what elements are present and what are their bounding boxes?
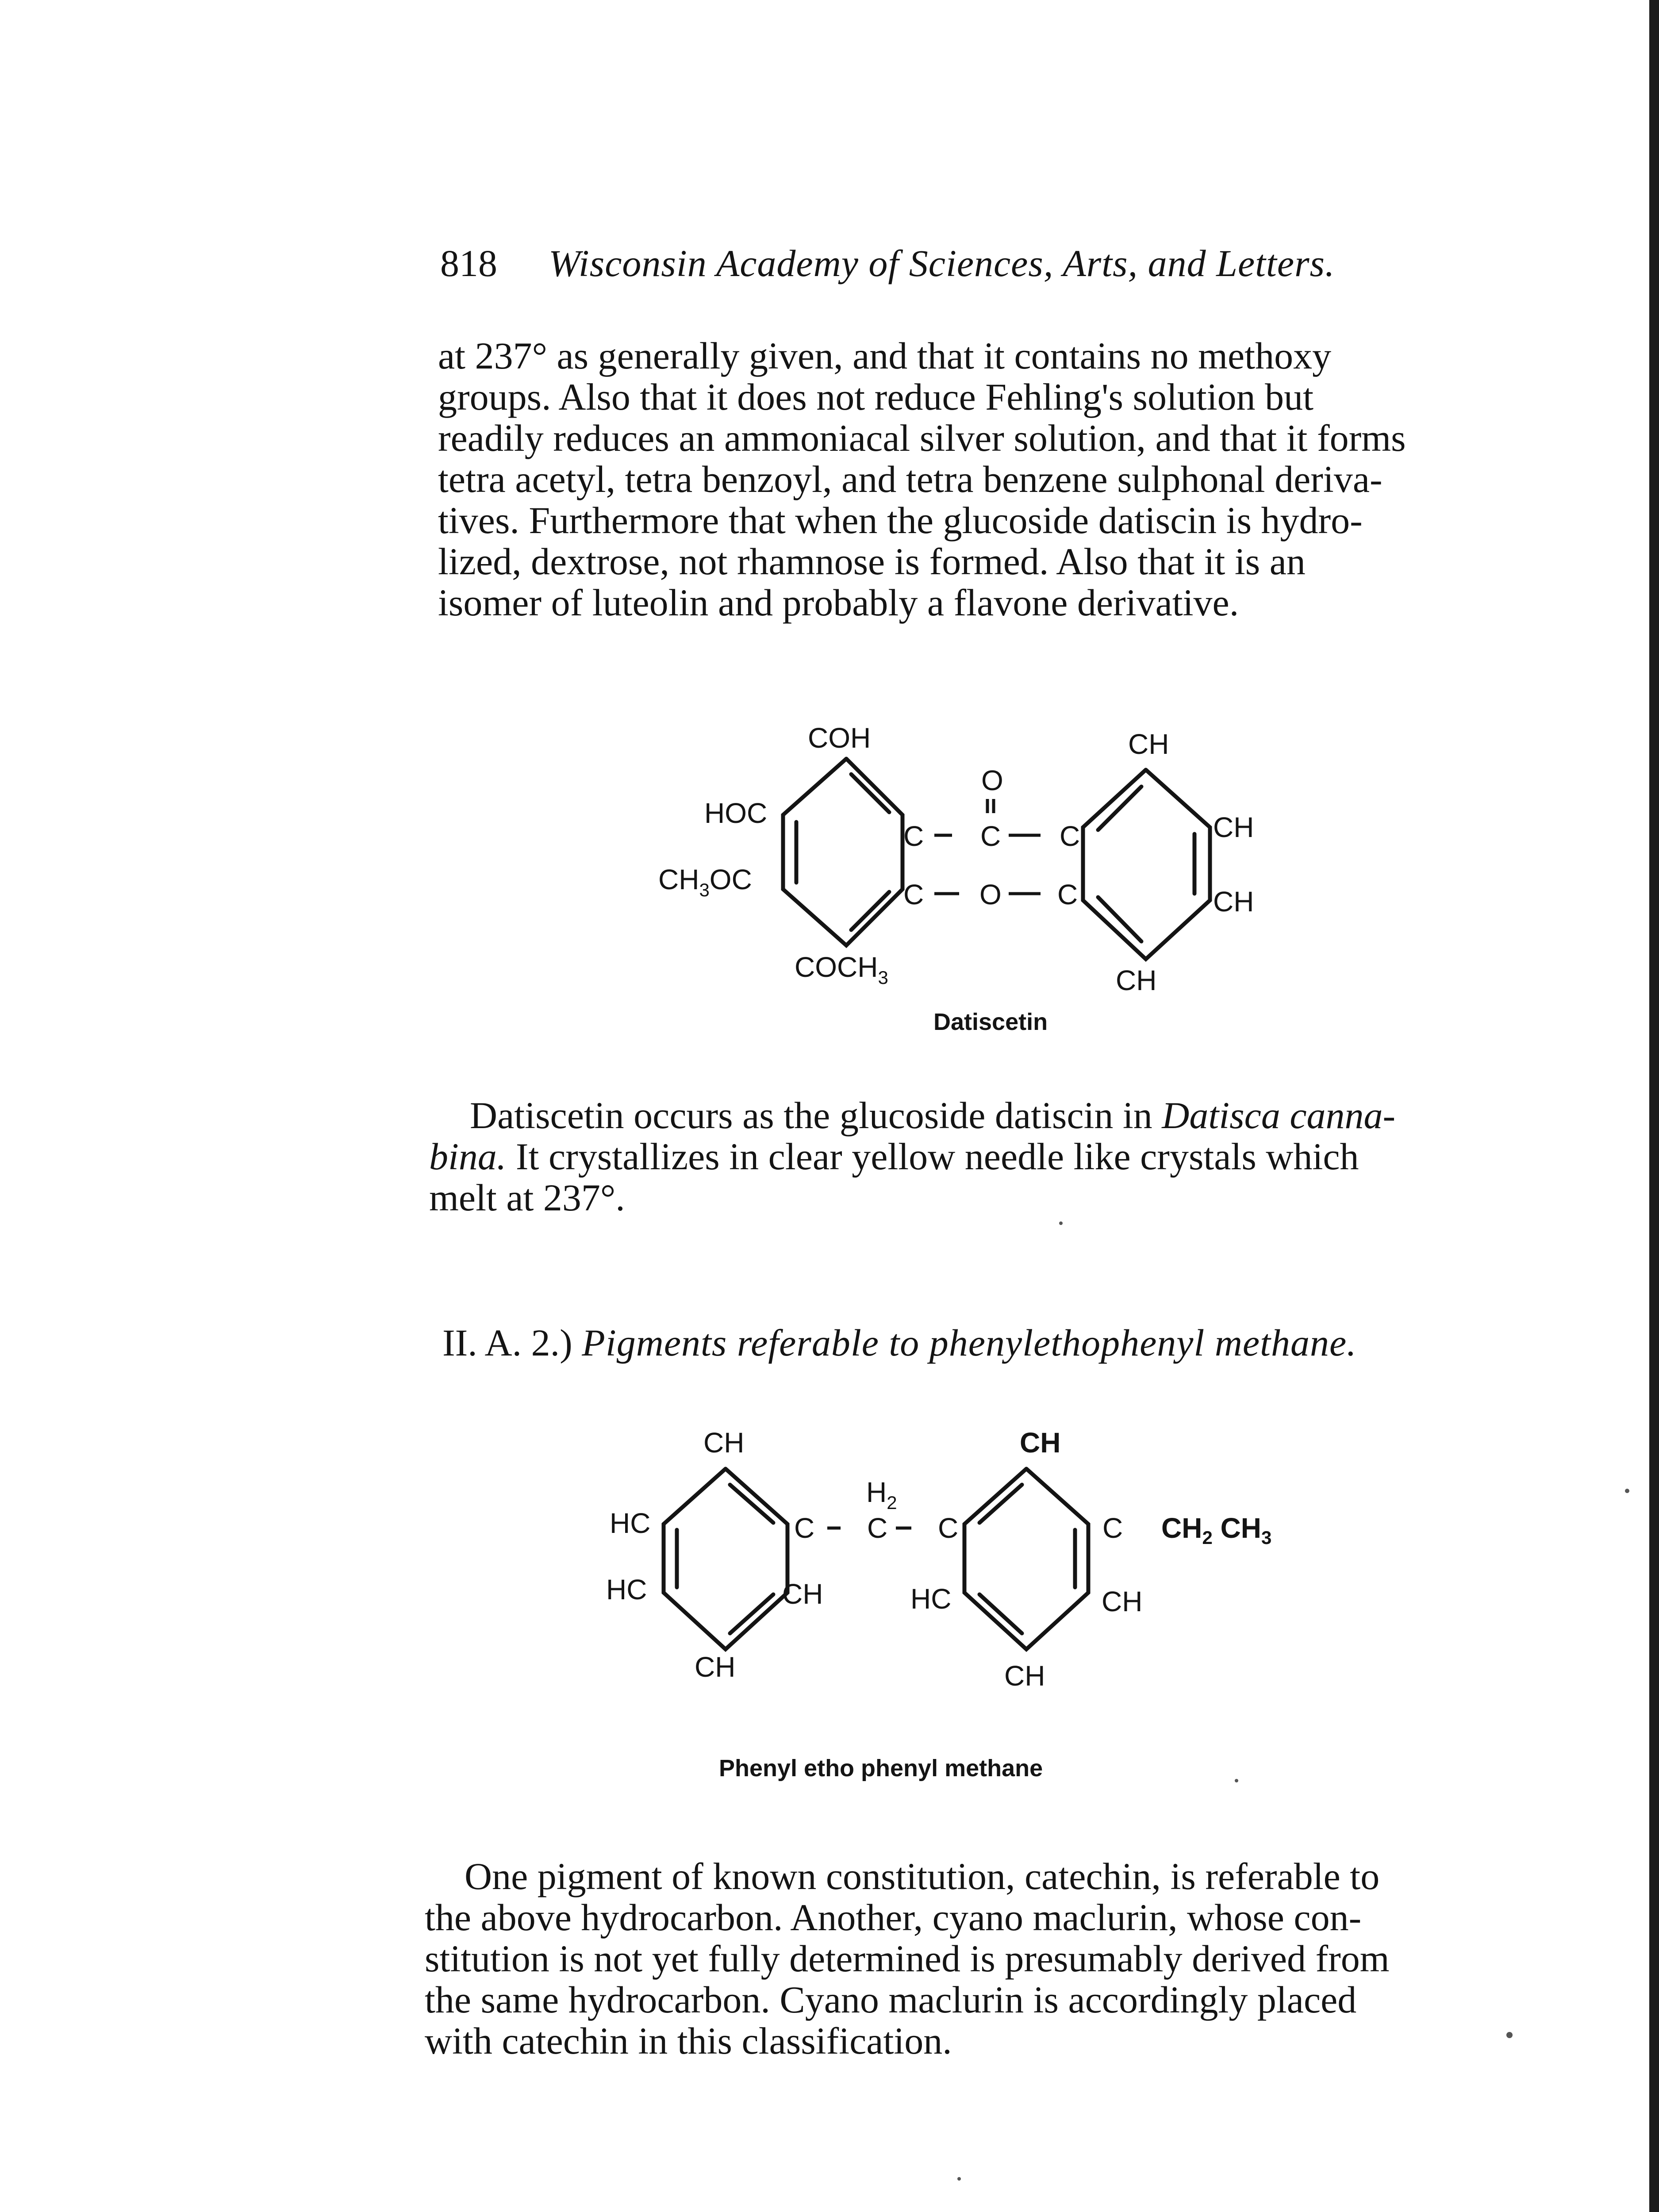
label-ch-upper-right: CH — [1213, 811, 1254, 843]
paragraph-line: lized, dextrose, not rhamnose is formed. Also that it is an — [438, 540, 1306, 583]
paragraph-line: readily reduces an ammoniacal silver solution, and that it forms — [438, 417, 1406, 459]
paragraph-line: tetra acetyl, tetra benzoyl, and tetra benzene sulphonal deriva- — [438, 458, 1382, 500]
paragraph-line: the same hydrocarbon. Cyano maclurin is accordingly placed — [425, 1978, 1357, 2021]
label-ethyl-sub2: 3 — [1261, 1527, 1272, 1548]
label-ch-lower-right: CH — [1102, 1586, 1143, 1617]
label-carbonyl-o: O — [981, 764, 1003, 796]
label-c-link-right: C — [938, 1512, 959, 1544]
label-ethyl-b: CH — [1212, 1512, 1262, 1544]
speck — [1059, 1221, 1063, 1225]
paragraph-line: melt at 237°. — [429, 1176, 625, 1219]
section-number: II. A. 2.) — [442, 1321, 572, 1364]
label-ch-bottom-right: CH — [1004, 1660, 1045, 1692]
label-c-lower-left: C — [903, 879, 924, 910]
label-c-lower-right: C — [1057, 879, 1078, 910]
paragraph-text: Datiscetin occurs as the glucoside datiscin in — [470, 1094, 1162, 1137]
label-coch3-a: COCH — [795, 951, 878, 983]
paragraph-line: groups. Also that it does not reduce Fehling's solution but — [438, 376, 1314, 418]
label-coch3-sub: 3 — [878, 967, 888, 988]
species-name: bina. — [429, 1135, 507, 1178]
page-number: 818 — [440, 242, 497, 284]
paragraph-text: It crystallizes in clear yellow needle like crystals which — [506, 1135, 1359, 1178]
label-carbonyl-c: C — [980, 820, 1001, 852]
label-ethyl-a: CH — [1161, 1512, 1202, 1544]
label-ch-top-right: CH — [1020, 1427, 1061, 1459]
label-hc-upper-left: HC — [610, 1507, 651, 1539]
label-ch3oc-sub: 3 — [699, 879, 710, 900]
phenyl-caption: Phenyl etho phenyl methane — [719, 1755, 1043, 1782]
label-h2-sub: 2 — [887, 1492, 897, 1513]
speck — [957, 2177, 961, 2181]
label-hoc: HOC — [704, 797, 768, 829]
running-title: Wisconsin Academy of Sciences, Arts, and Letters. — [549, 242, 1335, 284]
species-name: Datisca canna- — [1162, 1094, 1396, 1137]
paragraph-line: at 237° as generally given, and that it contains no methoxy — [438, 334, 1332, 377]
paragraph-line: with catechin in this classification. — [425, 2020, 952, 2062]
label-ch3oc-b: OC — [709, 864, 752, 895]
label-c-upper-right: C — [1060, 820, 1080, 852]
paragraph-line: the above hydrocarbon. Another, cyano maclurin, whose con- — [425, 1896, 1362, 1939]
speck — [1506, 2032, 1513, 2038]
datiscetin-caption: Datiscetin — [933, 1009, 1048, 1035]
paragraph-line: stitution is not yet fully determined is presumably derived from — [425, 1937, 1390, 1980]
section-title: Pigments referable to phenylethophenyl methane. — [582, 1321, 1357, 1364]
label-ch-top: CH — [1128, 728, 1169, 760]
label-ethyl-sub1: 2 — [1202, 1527, 1213, 1548]
label-c-bridge: C — [867, 1512, 888, 1544]
label-c-para: C — [1102, 1512, 1123, 1544]
speck — [1625, 1489, 1629, 1493]
label-hc-lower-right: HC — [910, 1583, 952, 1615]
label-c-link-left: C — [794, 1512, 815, 1544]
label-hc-lower-left: HC — [606, 1574, 647, 1605]
label-ch-bottom-left: CH — [695, 1651, 736, 1683]
label-ch-top-left: CH — [703, 1427, 745, 1459]
paragraph-line: tives. Furthermore that when the glucoside datiscin is hydro- — [438, 499, 1363, 541]
paragraph-line: One pigment of known constitution, catechin, is referable to — [465, 1855, 1380, 1897]
label-ch-lower-right: CH — [1213, 886, 1254, 918]
label-h2-a: H — [866, 1476, 887, 1508]
label-ch-lower-inner: CH — [782, 1578, 823, 1610]
label-ether-o: O — [979, 879, 1002, 910]
label-ch-bottom: CH — [1116, 964, 1157, 996]
label-c-upper-left: C — [903, 820, 924, 852]
label-ch3oc-a: CH — [658, 864, 699, 895]
label-coh: COH — [808, 722, 871, 754]
paragraph-line: isomer of luteolin and probably a flavone derivative. — [438, 581, 1239, 624]
speck — [1235, 1779, 1238, 1782]
